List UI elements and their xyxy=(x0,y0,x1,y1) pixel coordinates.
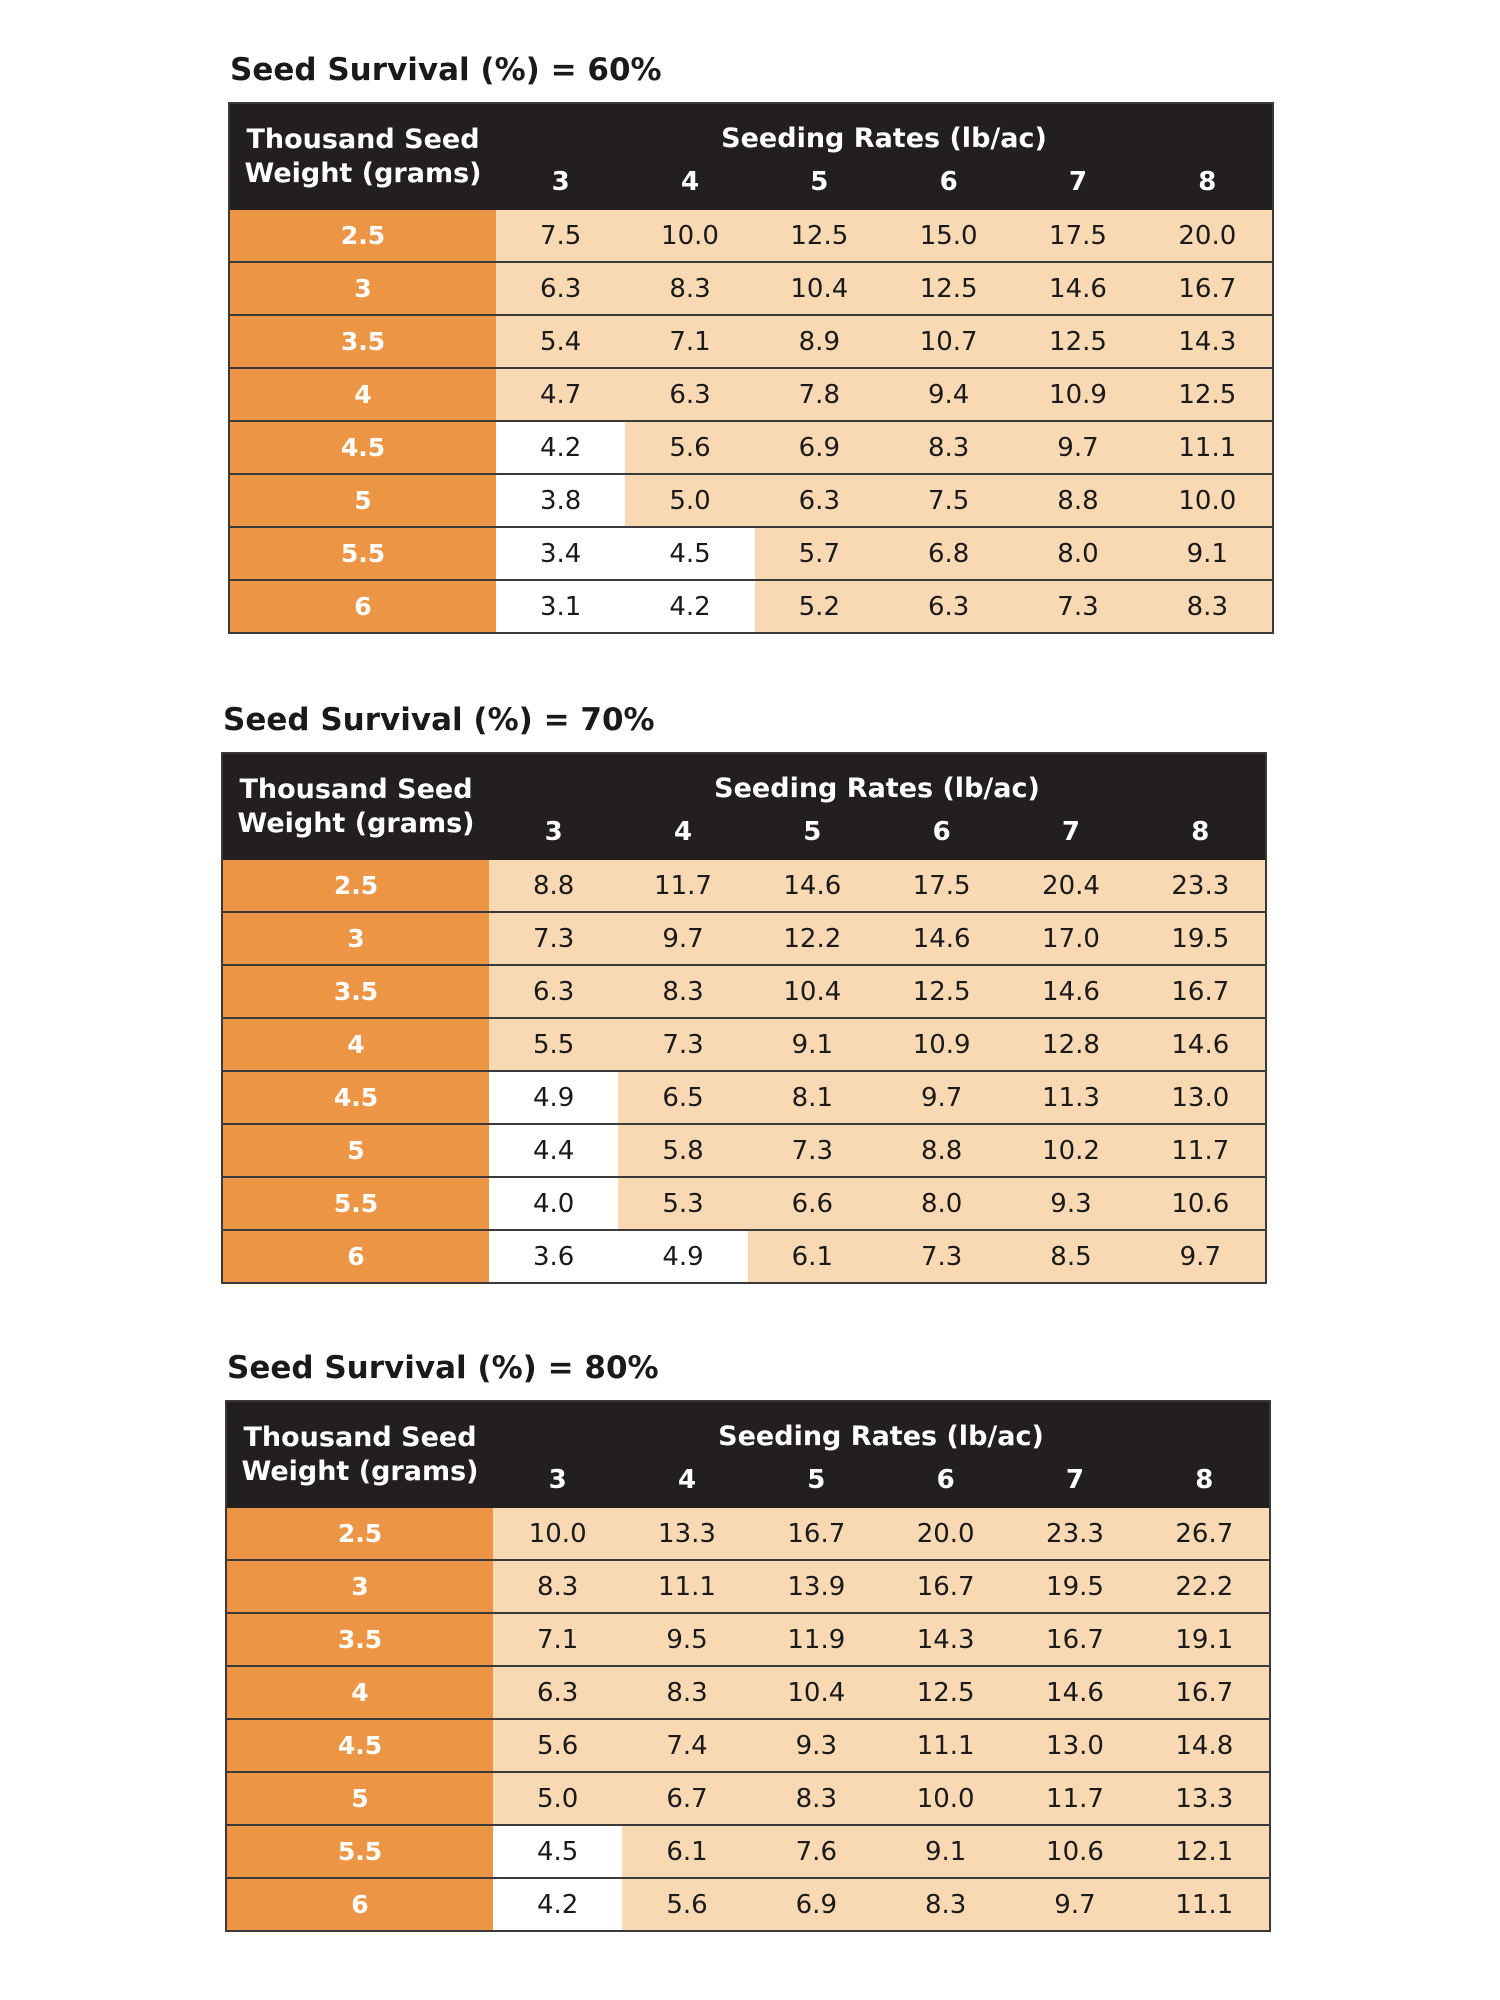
column-header: 5 xyxy=(755,154,884,210)
row-header: 3.5 xyxy=(227,1613,493,1666)
table-title: Seed Survival (%) = 80% xyxy=(227,1350,659,1386)
table-row xyxy=(223,1124,1265,1177)
table-cell: 7.1 xyxy=(493,1613,622,1666)
table-header-row xyxy=(230,104,1272,154)
table-cell: 5.6 xyxy=(493,1719,622,1772)
table-cell: 5.4 xyxy=(496,315,625,368)
table-cell: 10.6 xyxy=(1010,1825,1139,1878)
table-row xyxy=(230,527,1272,580)
seeding-table xyxy=(230,104,1272,632)
table-cell: 11.7 xyxy=(618,860,747,912)
table-cell: 16.7 xyxy=(1136,965,1265,1018)
table-cell: 10.0 xyxy=(1143,474,1272,527)
table-cell: 6.1 xyxy=(622,1825,751,1878)
table-cell: 26.7 xyxy=(1140,1508,1269,1560)
column-header: 6 xyxy=(881,1452,1010,1508)
table-cell: 12.5 xyxy=(1013,315,1142,368)
table-cell: 5.0 xyxy=(493,1772,622,1825)
table-cell: 16.7 xyxy=(1140,1666,1269,1719)
table-cell: 5.5 xyxy=(489,1018,618,1071)
table-cell: 6.3 xyxy=(496,262,625,315)
table-title: Seed Survival (%) = 70% xyxy=(223,702,655,738)
table-cell: 9.3 xyxy=(752,1719,881,1772)
table-cell-highlighted: 4.0 xyxy=(489,1177,618,1230)
row-header: 4.5 xyxy=(223,1071,489,1124)
column-header: 7 xyxy=(1010,1452,1139,1508)
table-cell-highlighted: 4.5 xyxy=(493,1825,622,1878)
row-header: 4.5 xyxy=(230,421,496,474)
table-row xyxy=(223,912,1265,965)
table-cell-highlighted: 4.2 xyxy=(493,1878,622,1930)
table-cell: 8.0 xyxy=(877,1177,1006,1230)
table-row xyxy=(227,1772,1269,1825)
table-cell: 12.8 xyxy=(1006,1018,1135,1071)
table-cell: 10.6 xyxy=(1136,1177,1265,1230)
table-cell: 11.1 xyxy=(1143,421,1272,474)
table-cell: 6.3 xyxy=(884,580,1013,632)
column-header: 4 xyxy=(622,1452,751,1508)
table-cell: 6.3 xyxy=(489,965,618,1018)
row-header: 3 xyxy=(223,912,489,965)
row-header: 5 xyxy=(227,1772,493,1825)
table-cell: 17.0 xyxy=(1006,912,1135,965)
table-cell: 7.3 xyxy=(877,1230,1006,1282)
table-cell: 13.0 xyxy=(1136,1071,1265,1124)
row-header: 5.5 xyxy=(227,1825,493,1878)
table-cell: 12.5 xyxy=(1143,368,1272,421)
table-cell: 6.9 xyxy=(755,421,884,474)
table-cell: 8.3 xyxy=(881,1878,1010,1930)
table-cell: 6.1 xyxy=(748,1230,877,1282)
table-cell: 19.5 xyxy=(1136,912,1265,965)
table-row xyxy=(227,1508,1269,1560)
table-row xyxy=(230,421,1272,474)
table-cell: 7.5 xyxy=(884,474,1013,527)
table-row xyxy=(223,1230,1265,1282)
table-cell: 9.7 xyxy=(1136,1230,1265,1282)
table-cell: 9.7 xyxy=(618,912,747,965)
table-cell: 8.8 xyxy=(877,1124,1006,1177)
column-header: 3 xyxy=(489,804,618,860)
table-cell: 6.5 xyxy=(618,1071,747,1124)
row-header-label xyxy=(227,1402,493,1508)
table-cell: 8.3 xyxy=(618,965,747,1018)
table-cell: 10.0 xyxy=(493,1508,622,1560)
table-cell: 12.5 xyxy=(884,262,1013,315)
table-cell: 8.3 xyxy=(622,1666,751,1719)
table-cell: 10.9 xyxy=(877,1018,1006,1071)
table-row xyxy=(230,474,1272,527)
column-group-label: Seeding Rates (lb/ac) xyxy=(489,754,1265,804)
table-cell: 14.3 xyxy=(881,1613,1010,1666)
table-row xyxy=(223,965,1265,1018)
table-cell: 14.6 xyxy=(748,860,877,912)
table-row xyxy=(223,1018,1265,1071)
row-header-label-line: Thousand Seed xyxy=(239,774,473,805)
table-cell-highlighted: 3.8 xyxy=(496,474,625,527)
row-header: 3 xyxy=(227,1560,493,1613)
row-header: 4.5 xyxy=(227,1719,493,1772)
row-header-label-line: Weight (grams) xyxy=(237,808,475,839)
column-group-label: Seeding Rates (lb/ac) xyxy=(493,1402,1269,1452)
row-header-label-line: Thousand Seed xyxy=(246,124,480,155)
table-cell: 11.3 xyxy=(1006,1071,1135,1124)
table-row xyxy=(223,1071,1265,1124)
table-row xyxy=(227,1613,1269,1666)
table-cell: 15.0 xyxy=(884,210,1013,262)
survival-70-panel xyxy=(213,690,1288,1310)
table-cell: 10.7 xyxy=(884,315,1013,368)
table-cell: 8.5 xyxy=(1006,1230,1135,1282)
table-row xyxy=(227,1878,1269,1930)
table-cell: 9.4 xyxy=(884,368,1013,421)
table-cell: 12.5 xyxy=(877,965,1006,1018)
column-header: 6 xyxy=(884,154,1013,210)
table-cell: 8.8 xyxy=(489,860,618,912)
table-cell: 8.9 xyxy=(755,315,884,368)
table-cell: 5.2 xyxy=(755,580,884,632)
row-header-label-line: Weight (grams) xyxy=(241,1456,479,1487)
table-cell: 13.3 xyxy=(622,1508,751,1560)
table-cell-highlighted: 4.5 xyxy=(625,527,754,580)
table-cell: 8.3 xyxy=(625,262,754,315)
table-cell: 9.5 xyxy=(622,1613,751,1666)
column-header: 8 xyxy=(1140,1452,1269,1508)
table-cell: 6.3 xyxy=(493,1666,622,1719)
table-cell: 8.0 xyxy=(1013,527,1142,580)
table-cell-highlighted: 3.6 xyxy=(489,1230,618,1282)
table-row xyxy=(230,580,1272,632)
table-cell: 12.5 xyxy=(755,210,884,262)
table-cell: 7.1 xyxy=(625,315,754,368)
table-cell: 8.8 xyxy=(1013,474,1142,527)
table-cell: 14.3 xyxy=(1143,315,1272,368)
table-cell: 10.9 xyxy=(1013,368,1142,421)
table-cell: 5.3 xyxy=(618,1177,747,1230)
seeding-table xyxy=(223,754,1265,1282)
table-cell: 20.0 xyxy=(1143,210,1272,262)
table-cell: 6.8 xyxy=(884,527,1013,580)
table-cell-highlighted: 4.2 xyxy=(496,421,625,474)
table-cell: 11.1 xyxy=(1140,1878,1269,1930)
table-cell-highlighted: 4.9 xyxy=(618,1230,747,1282)
table-cell: 4.7 xyxy=(496,368,625,421)
table-cell: 22.2 xyxy=(1140,1560,1269,1613)
table-cell: 20.0 xyxy=(881,1508,1010,1560)
table-header-row xyxy=(223,754,1265,804)
table-cell: 16.7 xyxy=(1010,1613,1139,1666)
row-header: 5.5 xyxy=(230,527,496,580)
table-cell: 10.0 xyxy=(625,210,754,262)
row-header: 6 xyxy=(230,580,496,632)
table-cell: 11.1 xyxy=(622,1560,751,1613)
row-header: 6 xyxy=(223,1230,489,1282)
table-cell: 7.3 xyxy=(489,912,618,965)
row-header-label xyxy=(223,754,489,860)
table-cell: 12.5 xyxy=(881,1666,1010,1719)
table-cell: 19.1 xyxy=(1140,1613,1269,1666)
table-row xyxy=(227,1825,1269,1878)
table-cell: 6.3 xyxy=(755,474,884,527)
table-cell: 16.7 xyxy=(1143,262,1272,315)
table-cell: 11.7 xyxy=(1136,1124,1265,1177)
column-header: 5 xyxy=(752,1452,881,1508)
table-cell: 14.6 xyxy=(877,912,1006,965)
table-cell: 8.3 xyxy=(1143,580,1272,632)
table-cell: 9.1 xyxy=(748,1018,877,1071)
row-header: 3 xyxy=(230,262,496,315)
table-cell: 9.7 xyxy=(877,1071,1006,1124)
table-cell: 5.8 xyxy=(618,1124,747,1177)
table-header-row xyxy=(227,1402,1269,1452)
table-row xyxy=(230,210,1272,262)
table-cell: 6.9 xyxy=(752,1878,881,1930)
table-cell: 8.3 xyxy=(493,1560,622,1613)
column-header: 7 xyxy=(1006,804,1135,860)
table-cell: 7.3 xyxy=(1013,580,1142,632)
table-row xyxy=(230,368,1272,421)
table-cell: 14.6 xyxy=(1013,262,1142,315)
table-cell: 23.3 xyxy=(1010,1508,1139,1560)
table-cell: 5.6 xyxy=(625,421,754,474)
table-cell-highlighted: 4.2 xyxy=(625,580,754,632)
row-header: 5 xyxy=(230,474,496,527)
table-cell: 12.2 xyxy=(748,912,877,965)
row-header: 5.5 xyxy=(223,1177,489,1230)
row-header: 4 xyxy=(227,1666,493,1719)
table-cell: 10.2 xyxy=(1006,1124,1135,1177)
table-row xyxy=(227,1560,1269,1613)
table-cell: 7.4 xyxy=(622,1719,751,1772)
table-row xyxy=(230,262,1272,315)
table-cell: 13.9 xyxy=(752,1560,881,1613)
row-header-label xyxy=(230,104,496,210)
row-header: 2.5 xyxy=(223,860,489,912)
survival-60-panel xyxy=(220,40,1295,660)
table-row xyxy=(227,1666,1269,1719)
table-cell: 9.3 xyxy=(1006,1177,1135,1230)
column-header: 3 xyxy=(496,154,625,210)
column-header: 8 xyxy=(1136,804,1265,860)
table-cell: 10.0 xyxy=(881,1772,1010,1825)
column-header: 3 xyxy=(493,1452,622,1508)
table-cell: 14.6 xyxy=(1010,1666,1139,1719)
table-cell-highlighted: 3.4 xyxy=(496,527,625,580)
table-cell: 5.6 xyxy=(622,1878,751,1930)
table-row xyxy=(230,315,1272,368)
table-cell: 8.3 xyxy=(752,1772,881,1825)
table-cell: 7.3 xyxy=(618,1018,747,1071)
column-header: 4 xyxy=(618,804,747,860)
table-cell: 20.4 xyxy=(1006,860,1135,912)
table-cell: 6.3 xyxy=(625,368,754,421)
table-cell: 10.4 xyxy=(748,965,877,1018)
table-title: Seed Survival (%) = 60% xyxy=(230,52,662,88)
seeding-table xyxy=(227,1402,1269,1930)
table-cell: 7.3 xyxy=(748,1124,877,1177)
table-row xyxy=(223,860,1265,912)
column-header: 7 xyxy=(1013,154,1142,210)
table-cell: 14.6 xyxy=(1006,965,1135,1018)
table-cell: 8.3 xyxy=(884,421,1013,474)
table-cell: 17.5 xyxy=(877,860,1006,912)
table-cell: 5.7 xyxy=(755,527,884,580)
table-cell: 7.8 xyxy=(755,368,884,421)
row-header: 2.5 xyxy=(227,1508,493,1560)
table-cell: 9.7 xyxy=(1013,421,1142,474)
table-cell: 9.1 xyxy=(1143,527,1272,580)
table-cell-highlighted: 4.9 xyxy=(489,1071,618,1124)
table-cell: 6.7 xyxy=(622,1772,751,1825)
row-header: 4 xyxy=(223,1018,489,1071)
row-header: 6 xyxy=(227,1878,493,1930)
table-cell: 9.7 xyxy=(1010,1878,1139,1930)
table-cell-highlighted: 4.4 xyxy=(489,1124,618,1177)
row-header: 3.5 xyxy=(223,965,489,1018)
table-cell: 10.4 xyxy=(752,1666,881,1719)
table-cell: 6.6 xyxy=(748,1177,877,1230)
table-cell: 7.6 xyxy=(752,1825,881,1878)
table-row xyxy=(227,1719,1269,1772)
table-cell: 13.3 xyxy=(1140,1772,1269,1825)
row-header: 4 xyxy=(230,368,496,421)
table-cell: 8.1 xyxy=(748,1071,877,1124)
table-cell: 11.1 xyxy=(881,1719,1010,1772)
column-header: 8 xyxy=(1143,154,1272,210)
table-cell: 12.1 xyxy=(1140,1825,1269,1878)
row-header: 2.5 xyxy=(230,210,496,262)
table-cell: 11.7 xyxy=(1010,1772,1139,1825)
row-header: 3.5 xyxy=(230,315,496,368)
column-group-label: Seeding Rates (lb/ac) xyxy=(496,104,1272,154)
table-cell: 14.8 xyxy=(1140,1719,1269,1772)
table-cell: 7.5 xyxy=(496,210,625,262)
table-cell: 14.6 xyxy=(1136,1018,1265,1071)
table-cell: 13.0 xyxy=(1010,1719,1139,1772)
table-cell: 10.4 xyxy=(755,262,884,315)
table-cell: 11.9 xyxy=(752,1613,881,1666)
table-cell: 9.1 xyxy=(881,1825,1010,1878)
table-cell: 19.5 xyxy=(1010,1560,1139,1613)
table-row xyxy=(223,1177,1265,1230)
table-cell: 23.3 xyxy=(1136,860,1265,912)
table-cell: 5.0 xyxy=(625,474,754,527)
column-header: 6 xyxy=(877,804,1006,860)
column-header: 5 xyxy=(748,804,877,860)
table-cell: 16.7 xyxy=(881,1560,1010,1613)
table-cell: 16.7 xyxy=(752,1508,881,1560)
table-cell-highlighted: 3.1 xyxy=(496,580,625,632)
row-header-label-line: Weight (grams) xyxy=(244,158,482,189)
survival-80-panel xyxy=(217,1338,1292,1958)
row-header: 5 xyxy=(223,1124,489,1177)
column-header: 4 xyxy=(625,154,754,210)
row-header-label-line: Thousand Seed xyxy=(243,1422,477,1453)
table-cell: 17.5 xyxy=(1013,210,1142,262)
